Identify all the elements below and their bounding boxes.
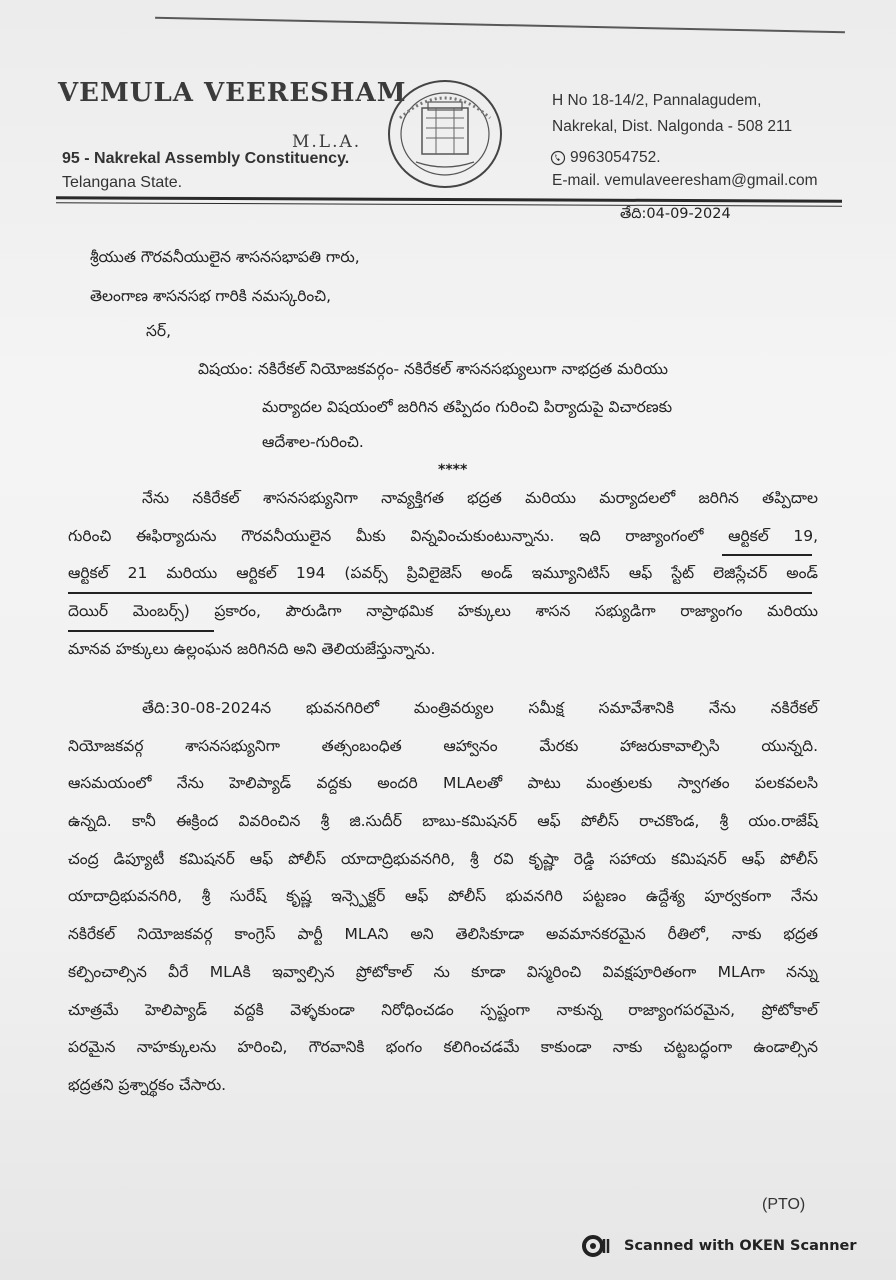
- underline-article-21-194: [68, 592, 812, 594]
- paragraph-2-line: కల్పించాల్సిన వీరే MLAకి ఇవ్వాల్సిన ప్రోటోకాల్ ను కూడా విస్మరించి వివక్షపూరితంగా MLAగా నన్ను: [68, 962, 818, 981]
- state: Telangana State.: [62, 174, 183, 191]
- paragraph-2-line: ఆసమయంలో నేను హెలిప్యాడ్ వద్దకు అందరి MLAలతో పాటు మంత్రులకు స్వాగతం పలకవలసి: [68, 774, 818, 793]
- subject-line-2: మర్యాదల విషయంలో జరిగిన తప్పిదం గురించి పిర్యాదుపై విచారణకు: [262, 398, 673, 416]
- paragraph-2-line: చూత్రమే హెలిప్యాడ్ వద్దకి వెళ్ళకుండా నిరోధించడం స్పష్టంగా నాకున్న రాజ్యాంగపరమైన, ప్రోటోకాల్: [68, 1000, 818, 1019]
- oken-scanner-logo-icon: [582, 1234, 612, 1258]
- phone-icon: [550, 150, 566, 166]
- underline-article-19: [722, 554, 812, 556]
- subject-line-1: విషయం: నకిరేకల్ నియోజకవర్గం- నకిరేకల్ శాసనసభ్యులుగా నాభద్రత మరియు: [198, 360, 669, 378]
- pto-label: (PTO): [762, 1196, 806, 1213]
- paragraph-1-line: మానవ హక్కులు ఉల్లంఘన జరిగినది అని తెలియజేస్తున్నాను.: [68, 639, 436, 658]
- address-line-2: Nakrekal, Dist. Nalgonda - 508 211: [552, 118, 793, 135]
- subject-line-3: ఆదేశాల-గురించి.: [262, 433, 364, 451]
- paragraph-2-line: తేది:30-08-2024న భువనగిరిలో మంత్రివర్యుల సమీక్ష సమావేశానికి నేను నకిరేకల్: [142, 699, 818, 717]
- salutation-line-2: తెలంగాణ శాసనసభ గారికి నమస్కరించి,: [90, 287, 332, 305]
- email: E-mail. vemulaveeresham@gmail.com: [552, 172, 818, 189]
- underline-members: [68, 630, 214, 632]
- paragraph-2: [68, 690, 818, 1105]
- address-line-1: H No 18-14/2, Pannalagudem,: [552, 92, 762, 109]
- letterhead-rule-thick: [56, 196, 842, 202]
- paragraph-1-line: దెయిర్ మెంబర్స్) ప్రకారం, పౌరుడిగా నాప్రాథమిక హక్కులు శాసన సభ్యుడిగా రాజ్యాంగం మరియు: [68, 602, 818, 621]
- phone-row: [550, 149, 661, 167]
- paragraph-2-line: నకిరేకల్ నియోజకవర్గ కాంగ్రెస్ పార్టీ MLAని అని తెలిసికూడా అవమానకరమైన రీతిలో, నాకు భద్రత: [68, 925, 818, 944]
- paragraph-1-line: గురించి ఈఫిర్యాదును గౌరవనీయులైన మీకు విన్నవించుకుంటున్నాను. ఇది రాజ్యాంగంలో ఆర్టికల్ 19,: [68, 526, 818, 545]
- scanner-watermark: [582, 1234, 857, 1258]
- mla-name: VEMULA VEERESHAM: [58, 78, 407, 108]
- salutation-line-1: శ్రీయుత గౌరవనీయులైన శాసనసభాపతి గారు,: [90, 248, 360, 266]
- paragraph-2-line: నియోజకవర్గ శాసనసభ్యునిగా తత్సంబంధిత ఆహ్వానం మేరకు హాజరుకావాల్సిసి యున్నది.: [68, 736, 818, 755]
- paragraph-2-line: యాదాద్రిభువనగిరి, శ్రీ సురేష్ కృష్ణ ఇన్స్పెక్టర్ ఆఫ్ పోలీస్ భువనగిరి పట్టణం ఉద్దేశ్య పూర్వకంగా నేను: [68, 887, 818, 906]
- watermark-text: Scanned with OKEN Scanner: [624, 1238, 857, 1254]
- government-seal-icon: [386, 78, 504, 190]
- separator: ****: [438, 462, 468, 478]
- paragraph-1-line: ఆర్టికల్ 21 మరియు ఆర్టికల్ 194 (పవర్స్ ప్రివిలైజెస్ అండ్ ఇమ్యూనిటిస్ ఆఫ్ స్టేట్ లెజిస్లేచర్ అండ్: [68, 564, 818, 583]
- designation: M.L.A.: [292, 132, 362, 152]
- top-edge-stroke: [155, 17, 845, 33]
- letter-date: తేది:04-09-2024: [620, 206, 731, 222]
- paragraph-2-line: చంద్ర డిప్యూటీ కమిషనర్ ఆఫ్ పోలీస్ యాదాద్రిభువనగిరి, శ్రీ రవి కృష్ణా రెడ్డి సహాయ కమిషనర్ ఆఫ్ పోలీస్: [68, 849, 818, 868]
- paragraph-1: [68, 480, 818, 668]
- paragraph-2-line: ఉన్నది. కానీ ఈక్రింద వివరించిన శ్రీ జి.సుదీర్ బాబు-కమిషనర్ ఆఫ్ పోలీస్ రాచకొండ, శ్రీ యం.రాజేష్: [68, 812, 818, 831]
- phone-number: 9963054752.: [570, 149, 661, 166]
- paragraph-2-line: భద్రతని ప్రశ్నార్థకం చేసారు.: [68, 1075, 227, 1094]
- salutation-line-3: సర్,: [146, 322, 171, 340]
- paragraph-2-line: పరమైన నాహక్కులను హరించి, గౌరవానికి భంగం కలిగించడమే కాకుండా నాకు చట్టబద్ధంగా ఉండాల్సిన: [68, 1038, 818, 1057]
- constituency: 95 - Nakrekal Assembly Constituency.: [62, 150, 350, 167]
- paragraph-1-line: నేను నకిరేకల్ శాసనసభ్యునిగా నావ్యక్తిగత భద్రత మరియు మర్యాదలలో జరిగిన తప్పిదాల: [142, 489, 818, 507]
